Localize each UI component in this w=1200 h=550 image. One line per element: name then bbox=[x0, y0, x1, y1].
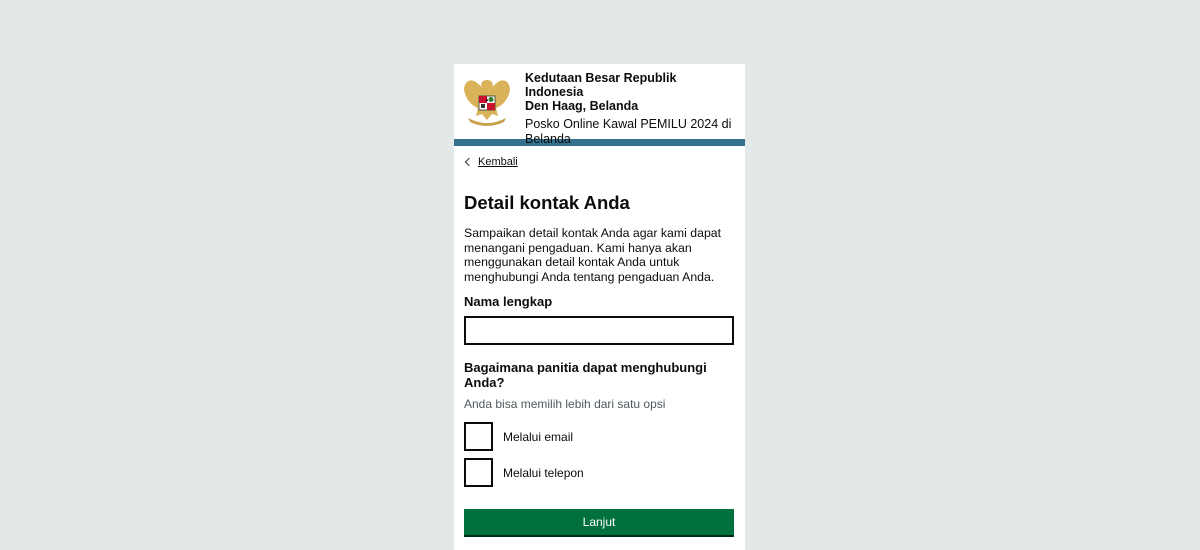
contact-method-question: Bagaimana panitia dapat menghubungi Anda? bbox=[464, 360, 707, 390]
phone-option[interactable] bbox=[464, 458, 735, 487]
phone-option-label: Melalui telepon bbox=[503, 465, 584, 480]
email-checkbox[interactable] bbox=[464, 422, 493, 451]
intro-text: Sampaikan detail kontak Anda agar kami dapat menangani pengaduan. Kami hanya akan menggunakan detail kontak Anda untuk menghubungi Anda tentang pengaduan Anda. bbox=[464, 226, 722, 284]
service-name: Posko Online Kawal PEMILU 2024 di Belanda bbox=[525, 117, 732, 146]
back-link-label[interactable]: Kembali bbox=[478, 156, 518, 168]
email-option[interactable] bbox=[464, 422, 735, 451]
garuda-emblem-icon bbox=[462, 74, 512, 130]
full-name-input[interactable] bbox=[464, 316, 734, 345]
continue-button[interactable]: Lanjut bbox=[464, 509, 734, 537]
embassy-name: Kedutaan Besar Republik Indonesia Den Haag, Belanda bbox=[525, 71, 677, 113]
form-card bbox=[454, 64, 745, 550]
email-option-label: Melalui email bbox=[503, 429, 574, 444]
contact-method-hint: Anda bisa memilih lebih dari satu opsi bbox=[464, 397, 666, 411]
site-header bbox=[454, 64, 745, 146]
full-name-label: Nama lengkap bbox=[464, 294, 553, 309]
page-title: Detail kontak Anda bbox=[464, 192, 630, 213]
phone-checkbox[interactable] bbox=[464, 458, 493, 487]
chevron-left-icon bbox=[465, 158, 473, 166]
back-link[interactable] bbox=[464, 156, 735, 168]
